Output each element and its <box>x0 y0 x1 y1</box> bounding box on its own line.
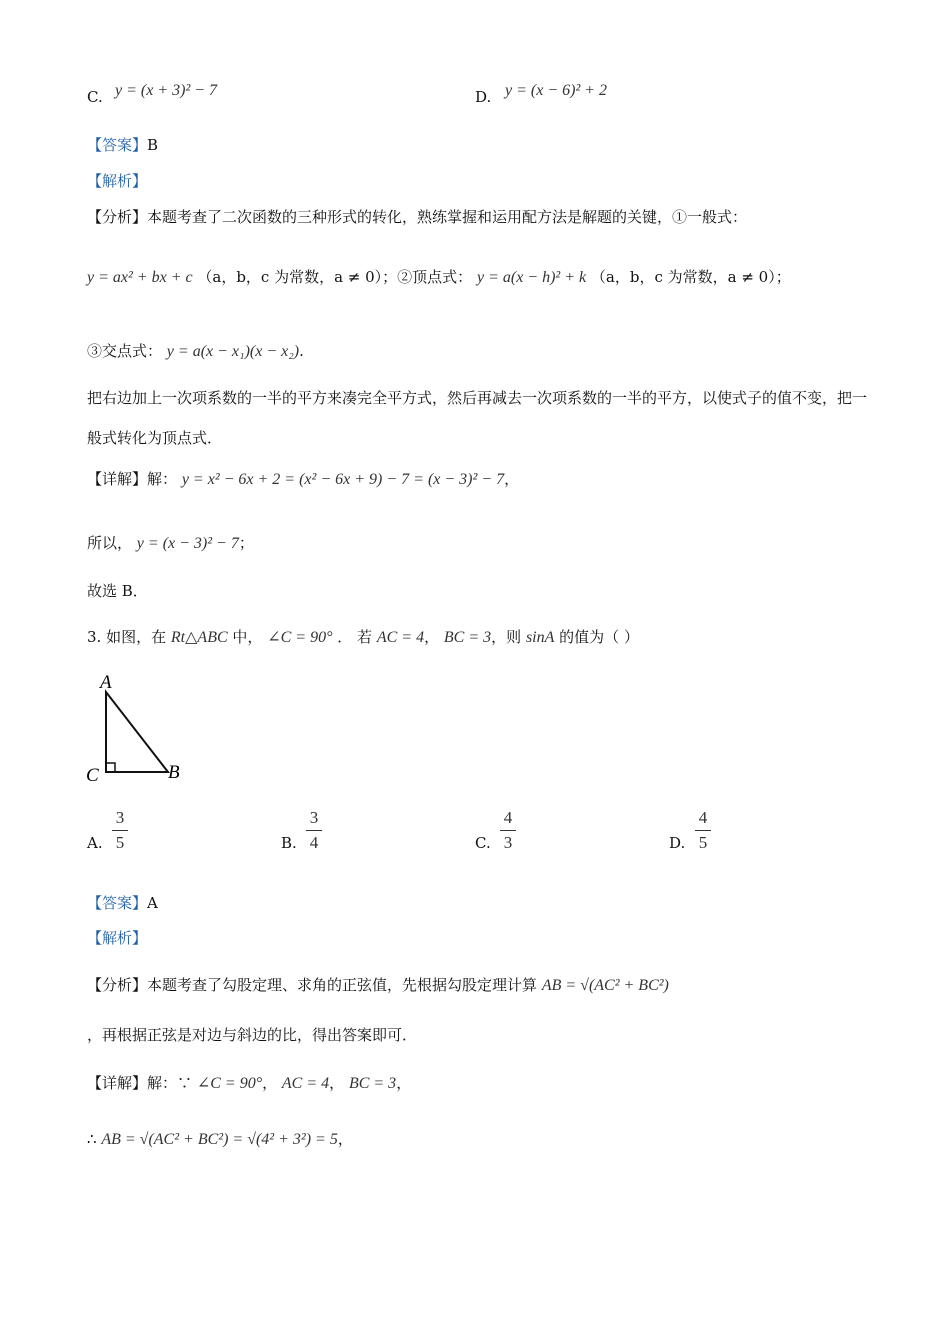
q3-fenxi <box>87 974 669 997</box>
q3-option-b-num: 3 <box>309 808 319 827</box>
q3-stem <box>87 626 639 649</box>
q3-option-c-den: 3 <box>503 833 513 852</box>
q3-fenxi-formula: AB = √(AC² + BC²) <box>541 977 669 994</box>
q3-therefore-formula: AB = √(AC² + BC²) = √(4² + 3²) = 5 <box>101 1131 338 1148</box>
vertex-c-label: C <box>86 765 99 786</box>
q3-sin: sinA <box>525 629 555 646</box>
intercept-form: y = a(x − x₁)(x − x₂) <box>166 343 300 360</box>
so-end: ； <box>238 534 254 552</box>
vertex-form: y = a(x − h)² + k <box>476 269 587 286</box>
therefore-symbol: ∴ <box>87 1130 97 1148</box>
option-c <box>87 86 103 108</box>
triangle-figure <box>84 670 194 790</box>
intercept-end: . <box>299 342 304 360</box>
q3-option-c-fraction <box>500 808 516 853</box>
intercept-line <box>87 340 304 363</box>
vertex-b-label: B <box>168 762 180 783</box>
forms-line <box>87 266 791 289</box>
general-cond: （a，b，c 为常数，a ≠ 0）；②顶点式： <box>197 268 473 286</box>
q3-option-a-label: A. <box>87 834 103 852</box>
q3-option-b-fraction <box>306 808 322 853</box>
prev-answer <box>87 134 158 156</box>
q3-option-a-num: 3 <box>115 808 125 827</box>
triangle-shape <box>106 692 168 772</box>
q3-answer-value: A <box>147 894 158 912</box>
q3-option-b-label: B. <box>281 834 297 852</box>
q3-therefore-end: ， <box>337 1130 353 1148</box>
q3-option-b-den: 4 <box>309 833 319 852</box>
option-d <box>475 86 491 108</box>
analysis-tag: 【解析】 <box>87 172 148 190</box>
detail-tag: 【详解】 <box>87 470 148 488</box>
q3-ac: AC = 4 <box>376 629 425 646</box>
vertex-a-label: A <box>100 672 112 693</box>
q3-sep-2: ， <box>329 1074 345 1092</box>
option-c-label: C. <box>87 88 103 106</box>
detail-lead: 解： <box>147 470 178 488</box>
detail-end: ， <box>504 470 520 488</box>
q3-detail-angle: ∠C = 90° <box>196 1075 263 1092</box>
q3-fenxi-tag: 【分析】 <box>87 976 148 994</box>
q3-therefore <box>87 1128 353 1151</box>
q3-angle: ∠C = 90° <box>267 629 333 646</box>
q3-sep-1: ， <box>262 1074 278 1092</box>
q3-option-d-num: 4 <box>698 808 708 827</box>
q3-answer-tag: 【答案】 <box>87 894 148 912</box>
q3-stem-4: ，则 <box>491 628 522 646</box>
answer-tag: 【答案】 <box>87 136 148 154</box>
q3-option-c-label: C. <box>475 834 491 852</box>
choose-line: 故选 B． <box>87 582 148 600</box>
q3-stem-1: 如图，在 <box>106 628 167 646</box>
so-lead: 所以， <box>87 534 133 552</box>
q3-detail-bc: BC = 3 <box>348 1075 397 1092</box>
q3-analysis-tag: 【解析】 <box>87 929 148 947</box>
q3-detail <box>87 1072 411 1095</box>
general-form: y = ax² + bx + c <box>87 269 193 286</box>
detail-formula: y = x² − 6x + 2 = (x² − 6x + 9) − 7 = (x − 3)² − 7 <box>181 471 505 488</box>
fenxi-tag: 【分析】 <box>87 208 148 226</box>
q3-sep-3: ， <box>396 1074 412 1092</box>
q3-detail-lead: 解：∵ <box>147 1074 193 1092</box>
fenxi-text: 本题考查了二次函数的三种形式的转化，熟练掌握和运用配方法是解题的关键，①一般式： <box>147 208 748 226</box>
q3-option-c-num: 4 <box>503 808 513 827</box>
option-c-formula: y = (x + 3)² − 7 <box>115 82 218 99</box>
q3-stem-5: 的值为（ ） <box>559 628 639 646</box>
right-angle-mark <box>106 763 115 772</box>
q3-answer <box>87 892 158 914</box>
q3-option-a-fraction <box>112 808 128 853</box>
q3-stem-2: 中， <box>232 628 263 646</box>
q3-bc: BC = 3 <box>443 629 492 646</box>
q3-fenxi-text2: ，再根据正弦是对边与斜边的比，得出答案即可． <box>87 1026 418 1044</box>
option-d-formula: y = (x − 6)² + 2 <box>505 82 608 99</box>
q3-stem-3: ． 若 <box>337 628 373 646</box>
q3-option-d-label: D. <box>669 834 686 852</box>
q3-number: 3. <box>87 628 102 646</box>
q3-fenxi-text: 本题考查了勾股定理、求角的正弦值，先根据勾股定理计算 <box>147 976 538 994</box>
so-line <box>87 532 254 555</box>
prev-detail <box>87 468 519 491</box>
q3-triangle: Rt△ABC <box>170 629 228 646</box>
so-formula: y = (x − 3)² − 7 <box>136 535 239 552</box>
q3-detail-tag: 【详解】 <box>87 1074 148 1092</box>
method-text: 把右边加上一次项系数的一半的平方来凑完全平方式，然后再减去一次项系数的一半的平方，以使式子的值不变，把一般式转化为顶点式． <box>87 389 868 447</box>
q3-option-d-fraction <box>695 808 711 853</box>
q3-option-d-den: 5 <box>698 833 708 852</box>
answer-value: B <box>147 136 159 154</box>
q3-comma: ， <box>424 628 440 646</box>
q3-option-a-den: 5 <box>115 833 125 852</box>
intercept-label: ③交点式： <box>87 342 163 360</box>
vertex-cond: （a，b，c 为常数，a ≠ 0）； <box>590 268 791 286</box>
prev-fenxi <box>87 206 747 228</box>
option-d-label: D. <box>475 88 492 106</box>
q3-detail-ac: AC = 4 <box>281 1075 330 1092</box>
